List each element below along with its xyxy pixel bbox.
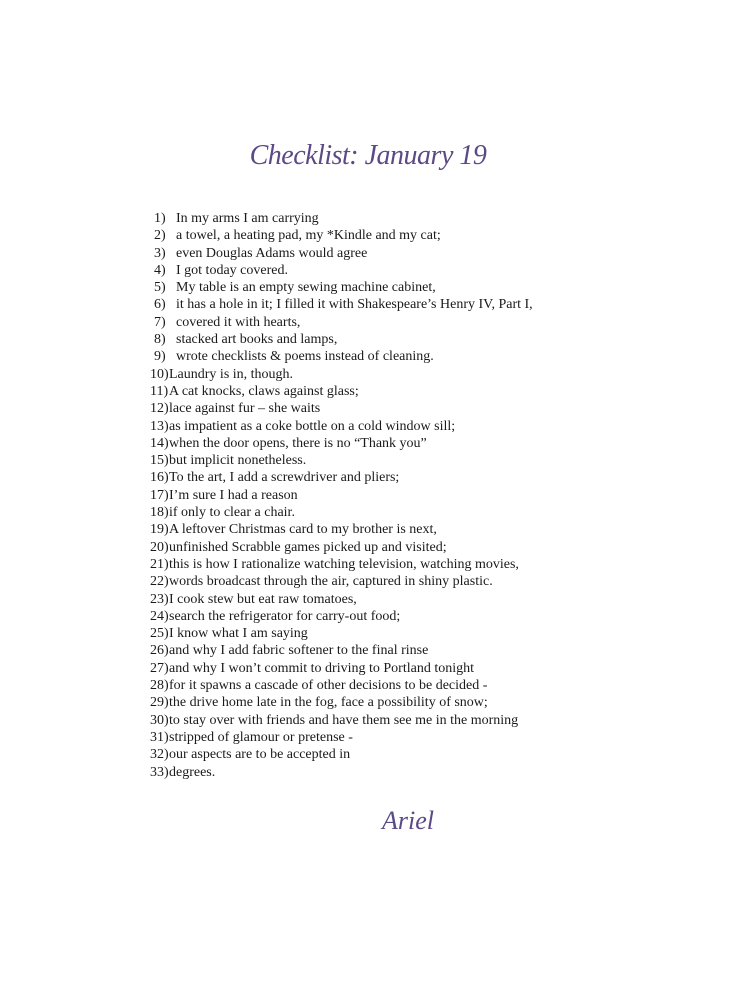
line-number: 9) [154, 349, 166, 365]
line-text: and why I add fabric softener to the final rinse [169, 643, 429, 659]
line-number: 7) [154, 314, 166, 330]
line-text: words broadcast through the air, captured in shiny plastic. [169, 574, 493, 590]
poem-line [150, 262, 600, 279]
poem-line [150, 452, 600, 469]
line-text: the drive home late in the fog, face a possibility of snow; [169, 695, 488, 711]
line-number: 20) [150, 539, 169, 555]
poem-line [150, 383, 600, 400]
line-text: wrote checklists & poems instead of cleaning. [176, 349, 434, 365]
line-text: this is how I rationalize watching television, watching movies, [169, 556, 519, 572]
poem-line [150, 539, 600, 556]
poem-line [150, 677, 600, 694]
line-text: even Douglas Adams would agree [176, 245, 368, 261]
line-number: 10) [150, 366, 169, 382]
poem-line [150, 487, 600, 504]
poem-line [150, 764, 600, 781]
line-text: it has a hole in it; I filled it with Shakespeare’s Henry IV, Part I, [176, 297, 533, 313]
document-title: Checklist: January 19 [249, 140, 487, 171]
poem-line [150, 296, 600, 313]
line-number: 33) [150, 764, 169, 780]
line-number: 5) [154, 280, 166, 296]
line-text: when the door opens, there is no “Thank you” [169, 435, 427, 451]
line-number: 15) [150, 453, 169, 469]
line-number: 1) [154, 211, 166, 226]
line-number: 32) [150, 747, 169, 763]
poem-line [150, 521, 600, 538]
line-text: stacked art books and lamps, [176, 332, 338, 348]
poem-line [150, 245, 600, 262]
poem-line [150, 625, 600, 642]
poem-line [150, 746, 600, 763]
line-number: 14) [150, 435, 169, 451]
line-text: our aspects are to be accepted in [169, 747, 351, 763]
poem-line [150, 469, 600, 486]
line-text: A leftover Christmas card to my brother is next, [169, 522, 437, 538]
line-number: 2) [154, 228, 166, 244]
line-text: to stay over with friends and have them see me in the morning [169, 712, 519, 728]
line-text: search the refrigerator for carry-out food; [169, 608, 401, 624]
line-number: 24) [150, 608, 169, 624]
line-number: 6) [154, 297, 166, 313]
line-text: covered it with hearts, [176, 314, 301, 330]
poem-line [150, 314, 600, 331]
line-text: if only to clear a chair. [169, 505, 295, 521]
line-text: I cook stew but eat raw tomatoes, [169, 591, 357, 607]
line-number: 25) [150, 626, 169, 642]
line-number: 8) [154, 332, 166, 348]
line-text: Laundry is in, though. [169, 366, 294, 382]
poem-line [150, 400, 600, 417]
line-number: 19) [150, 522, 169, 538]
poem-line [150, 227, 600, 244]
poem-line [150, 694, 600, 711]
line-text: and why I won’t commit to driving to Portland tonight [169, 660, 474, 676]
line-number: 16) [150, 470, 169, 486]
poem-line [150, 642, 600, 659]
line-text: a towel, a heating pad, my *Kindle and my cat; [176, 228, 441, 244]
poem-line [150, 591, 600, 608]
poem-line [150, 608, 600, 625]
line-text: I’m sure I had a reason [169, 487, 298, 503]
line-number: 29) [150, 695, 169, 711]
line-number: 13) [150, 418, 169, 434]
line-text: My table is an empty sewing machine cabinet, [176, 280, 436, 296]
line-text: I got today covered. [176, 262, 288, 278]
line-text: lace against fur – she waits [169, 401, 321, 417]
line-number: 21) [150, 556, 169, 572]
poem-line [150, 366, 600, 383]
poem-line [150, 504, 600, 521]
line-text: degrees. [169, 764, 216, 780]
line-text: In my arms I am carrying [176, 211, 319, 226]
poem-line [150, 435, 600, 452]
line-number: 26) [150, 643, 169, 659]
line-number: 23) [150, 591, 169, 607]
poem-line [150, 556, 600, 573]
poem-line [150, 418, 600, 435]
line-number: 3) [154, 245, 166, 261]
poem-line [150, 279, 600, 296]
poem-line [150, 331, 600, 348]
line-number: 11) [150, 383, 169, 399]
line-text: A cat knocks, claws against glass; [169, 383, 359, 399]
line-text: unfinished Scrabble games picked up and visited; [169, 539, 447, 555]
line-number: 22) [150, 574, 169, 590]
poem-line [150, 573, 600, 590]
line-text: stripped of glamour or pretense - [169, 729, 353, 745]
line-number: 27) [150, 660, 169, 676]
poem-line [150, 348, 600, 365]
line-number: 17) [150, 487, 169, 503]
poem-line [150, 729, 600, 746]
line-text: for it spawns a cascade of other decisions to be decided - [169, 678, 488, 694]
poem-line [150, 660, 600, 677]
line-text: but implicit nonetheless. [169, 453, 307, 469]
line-number: 31) [150, 729, 169, 745]
line-number: 12) [150, 401, 169, 417]
poem-line [150, 712, 600, 729]
line-number: 18) [150, 505, 169, 521]
line-number: 4) [154, 262, 166, 278]
signature: Ariel [382, 806, 434, 835]
poem-list [150, 210, 600, 781]
line-text: as impatient as a coke bottle on a cold window sill; [169, 418, 456, 434]
line-text: I know what I am saying [169, 626, 308, 642]
line-number: 30) [150, 712, 169, 728]
line-text: To the art, I add a screwdriver and pliers; [169, 470, 400, 486]
poem-line [150, 210, 600, 227]
line-number: 28) [150, 678, 169, 694]
